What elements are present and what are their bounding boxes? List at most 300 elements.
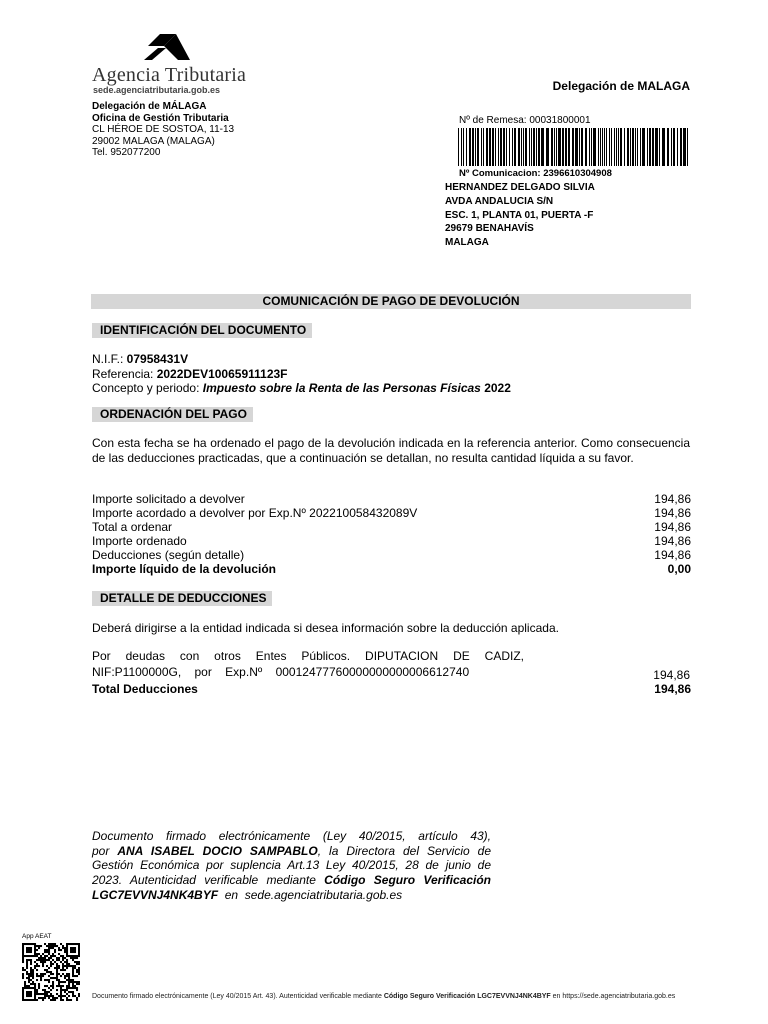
qr-module [56, 985, 58, 987]
qr-module [32, 987, 34, 989]
importe-label: Importe solicitado a devolver [92, 492, 245, 506]
qr-module [36, 953, 38, 955]
qr-module [28, 999, 30, 1001]
qr-module [32, 955, 34, 957]
barcode-bar [602, 128, 603, 166]
qr-module [44, 985, 46, 987]
qr-module [46, 949, 48, 951]
recipient-street: AVDA ANDALUCIA S/N [445, 195, 554, 207]
qr-module [78, 945, 80, 947]
qr-module [68, 977, 70, 979]
qr-module [42, 973, 44, 975]
qr-module [66, 951, 68, 953]
qr-module [34, 945, 36, 947]
qr-module [30, 961, 32, 963]
qr-module [42, 997, 44, 999]
qr-module [26, 947, 28, 949]
qr-module [74, 985, 76, 987]
qr-module [38, 957, 40, 959]
qr-module [32, 973, 34, 975]
qr-module [22, 991, 24, 993]
qr-module [40, 973, 42, 975]
qr-module [46, 951, 48, 953]
recipient-floor: ESC. 1, PLANTA 01, PUERTA -F [445, 209, 594, 221]
qr-module [66, 993, 68, 995]
qr-module [44, 943, 46, 945]
qr-module [66, 999, 68, 1001]
qr-module [24, 969, 26, 971]
qr-module [72, 993, 74, 995]
barcode-bar [611, 128, 612, 166]
qr-module [22, 973, 24, 975]
qr-module [44, 993, 46, 995]
qr-module [74, 967, 76, 969]
csv-code: LGC7EVVNJ4NK4BYF [92, 887, 219, 902]
barcode-bar [687, 128, 688, 166]
qr-module [78, 969, 80, 971]
qr-module [56, 967, 58, 969]
qr-module [36, 973, 38, 975]
qr-module [52, 955, 54, 957]
importe-value: 194,86 [654, 492, 691, 506]
barcode-bar [624, 128, 625, 166]
barcode-bar [591, 128, 592, 166]
qr-module [22, 943, 24, 945]
qr-module [48, 951, 50, 953]
qr-module [26, 965, 28, 967]
importe-row [92, 506, 691, 520]
qr-module [52, 983, 54, 985]
qr-module [60, 981, 62, 983]
qr-module [64, 991, 66, 993]
barcode-bar [662, 128, 665, 166]
qr-module [46, 945, 48, 947]
qr-module [56, 989, 58, 991]
importe-row [92, 548, 691, 562]
barcode-bar [486, 128, 488, 166]
qr-module [32, 971, 34, 973]
qr-module [40, 961, 42, 963]
barcode-bar [649, 128, 651, 166]
qr-module [70, 949, 72, 951]
qr-module [52, 999, 54, 1001]
barcode-bar [536, 128, 537, 166]
qr-module [60, 987, 62, 989]
qr-module [66, 959, 68, 961]
qr-module [28, 947, 30, 949]
qr-module [34, 995, 36, 997]
importe-value: 194,86 [654, 506, 691, 520]
barcode-bar [593, 128, 596, 166]
qr-module [34, 943, 36, 945]
barcode-bar [575, 128, 578, 166]
barcode-bar [562, 128, 564, 166]
qr-module [30, 991, 32, 993]
qr-module [62, 985, 64, 987]
qr-module [26, 973, 28, 975]
qr-module [28, 975, 30, 977]
qr-module [34, 947, 36, 949]
importe-label: Total a ordenar [92, 520, 173, 534]
barcode-bar [514, 128, 516, 166]
qr-module [72, 995, 74, 997]
barcode-bar [541, 128, 544, 166]
qr-module [44, 949, 46, 951]
qr-module [78, 949, 80, 951]
qr-module [56, 973, 58, 975]
qr-module [24, 987, 26, 989]
qr-module [42, 999, 44, 1001]
qr-module [66, 961, 68, 963]
qr-module [24, 955, 26, 957]
barcode-bar [630, 128, 631, 166]
qr-module [52, 977, 54, 979]
qr-module [24, 983, 26, 985]
qr-module [62, 945, 64, 947]
qr-module [58, 953, 60, 955]
barcode-bar [463, 128, 464, 166]
qr-module [78, 963, 80, 965]
qr-module [26, 951, 28, 953]
qr-module [28, 987, 30, 989]
qr-module [58, 949, 60, 951]
qr-module [76, 987, 78, 989]
delegation-title: Delegación de MALAGA [552, 79, 690, 93]
barcode-icon [456, 128, 692, 166]
qr-module [44, 961, 46, 963]
qr-module [50, 945, 52, 947]
qr-code-icon[interactable] [22, 943, 80, 1001]
office-line: 29002 MALAGA (MALAGA) [92, 135, 215, 147]
qr-module [46, 991, 48, 993]
qr-module [58, 959, 60, 961]
qr-module [30, 987, 32, 989]
barcode-bar [531, 128, 532, 166]
qr-module [60, 995, 62, 997]
qr-module [34, 999, 36, 1001]
barcode-bar [606, 128, 607, 166]
qr-module [70, 957, 72, 959]
qr-module [48, 997, 50, 999]
qr-module [66, 979, 68, 981]
qr-module [52, 997, 54, 999]
qr-module [72, 943, 74, 945]
qr-module [52, 981, 54, 983]
qr-module [72, 981, 74, 983]
recipient-province: MALAGA [445, 237, 489, 249]
qr-module [38, 975, 40, 977]
qr-module [28, 973, 30, 975]
concepto-line [92, 381, 511, 396]
qr-module [70, 951, 72, 953]
qr-module [76, 957, 78, 959]
qr-module [60, 949, 62, 951]
qr-module [22, 949, 24, 951]
qr-module [66, 965, 68, 967]
qr-module [50, 985, 52, 987]
qr-module [62, 963, 64, 965]
qr-module [72, 949, 74, 951]
qr-module [70, 991, 72, 993]
qr-module [42, 993, 44, 995]
qr-module [54, 951, 56, 953]
recipient-address [445, 181, 595, 250]
qr-module [22, 953, 24, 955]
qr-module [66, 997, 68, 999]
qr-module [52, 945, 54, 947]
qr-module [62, 973, 64, 975]
qr-module [78, 993, 80, 995]
section-heading-detalle: DETALLE DE DEDUCCIONES [92, 591, 272, 606]
barcode-bar [512, 128, 513, 166]
qr-module [78, 955, 80, 957]
qr-module [60, 955, 62, 957]
qr-module [36, 969, 38, 971]
barcode-bar [673, 128, 675, 166]
qr-module [30, 951, 32, 953]
qr-module [78, 961, 80, 963]
qr-module [58, 965, 60, 967]
qr-module [30, 959, 32, 961]
qr-module [44, 955, 46, 957]
qr-module [34, 965, 36, 967]
qr-module [28, 943, 30, 945]
qr-module [44, 995, 46, 997]
qr-module [46, 993, 48, 995]
signature-line: Documento firmado electrónicamente (Ley 40/2015, artículo 43), [92, 829, 491, 843]
deuda-value: 194,86 [653, 668, 690, 682]
importe-value: 194,86 [654, 534, 691, 548]
qr-module [76, 975, 78, 977]
barcode-bar [635, 128, 636, 166]
qr-module [36, 993, 38, 995]
total-deducciones-value: 194,86 [654, 682, 691, 696]
qr-module [22, 989, 24, 991]
signatory-name: ANA ISABEL DOCIO SAMPABLO [117, 843, 318, 858]
qr-module [30, 963, 32, 965]
qr-module [74, 975, 76, 977]
qr-module [36, 949, 38, 951]
qr-module [76, 997, 78, 999]
qr-module [38, 997, 40, 999]
qr-module [34, 961, 36, 963]
importe-liquido-value: 0,00 [667, 562, 691, 576]
qr-module [30, 975, 32, 977]
qr-module [52, 973, 54, 975]
qr-module [36, 955, 38, 957]
qr-module [66, 945, 68, 947]
referencia-value: 2022DEV10065911123F [156, 366, 288, 381]
footer-csv-text [92, 993, 675, 1000]
qr-module [48, 995, 50, 997]
importe-liquido-row [92, 562, 691, 576]
qr-module [66, 967, 68, 969]
qr-module [70, 987, 72, 989]
qr-module [74, 995, 76, 997]
qr-module [24, 999, 26, 1001]
qr-module [74, 981, 76, 983]
qr-module [22, 947, 24, 949]
signature-text: , la Directora del Servicio de [317, 843, 491, 858]
qr-module [68, 965, 70, 967]
qr-module [64, 951, 66, 953]
document-title: COMUNICACIÓN DE PAGO DE DEVOLUCIÓN [91, 294, 691, 309]
section-heading-identificacion: IDENTIFICACIÓN DEL DOCUMENTO [92, 323, 312, 338]
qr-module [54, 943, 56, 945]
qr-module [34, 951, 36, 953]
deuda-description [92, 648, 524, 680]
barcode-bar [655, 128, 658, 166]
barcode-bar [581, 128, 583, 166]
signature-line [92, 844, 491, 859]
qr-module [72, 983, 74, 985]
qr-module [44, 973, 46, 975]
qr-module [54, 945, 56, 947]
barcode-bar [523, 128, 524, 166]
qr-module [30, 973, 32, 975]
qr-module [60, 997, 62, 999]
barcode-bar [509, 128, 510, 166]
signature-text: por [92, 843, 118, 858]
qr-module [26, 963, 28, 965]
qr-module [46, 969, 48, 971]
barcode-bar [554, 128, 555, 166]
barcode-bar [652, 128, 654, 166]
barcode-bar [472, 128, 474, 166]
importe-row [92, 534, 691, 548]
footer-text: en https://sede.agenciatributaria.gob.es [550, 993, 676, 1000]
qr-module [74, 961, 76, 963]
barcode-bar [659, 128, 660, 166]
barcode-bar [616, 128, 617, 166]
qr-module [32, 975, 34, 977]
qr-module [48, 971, 50, 973]
barcode-bar [604, 128, 605, 166]
qr-module [48, 987, 50, 989]
qr-module [36, 989, 38, 991]
qr-module [40, 945, 42, 947]
qr-module [74, 965, 76, 967]
qr-module [58, 995, 60, 997]
qr-module [50, 965, 52, 967]
qr-module [46, 985, 48, 987]
qr-module [58, 973, 60, 975]
qr-module [28, 991, 30, 993]
qr-module [70, 999, 72, 1001]
barcode-bar [475, 128, 476, 166]
qr-module [36, 945, 38, 947]
qr-module [62, 969, 64, 971]
qr-module [26, 955, 28, 957]
qr-module [30, 999, 32, 1001]
qr-module [50, 999, 52, 1001]
barcode-bar [600, 128, 601, 166]
qr-module [66, 949, 68, 951]
qr-module [34, 985, 36, 987]
qr-module [66, 955, 68, 957]
qr-module [40, 977, 42, 979]
qr-module [58, 985, 60, 987]
qr-module [54, 997, 56, 999]
qr-module [68, 991, 70, 993]
qr-module [66, 963, 68, 965]
qr-module [36, 959, 38, 961]
qr-module [30, 969, 32, 971]
qr-module [22, 957, 24, 959]
qr-module [78, 995, 80, 997]
importe-row [92, 520, 691, 534]
qr-module [78, 953, 80, 955]
qr-module [78, 951, 80, 953]
qr-module [54, 961, 56, 963]
qr-module [60, 969, 62, 971]
qr-module [60, 991, 62, 993]
qr-module [36, 979, 38, 981]
qr-module [24, 981, 26, 983]
qr-module [30, 949, 32, 951]
qr-module [56, 957, 58, 959]
comunicacion-number: Nº Comunicacion: 2396610304908 [459, 168, 612, 179]
qr-module [28, 979, 30, 981]
qr-module [32, 999, 34, 1001]
qr-module [42, 961, 44, 963]
qr-module [72, 955, 74, 957]
signature-line [92, 888, 491, 903]
barcode-bar [667, 128, 669, 166]
qr-module [50, 973, 52, 975]
qr-module [52, 959, 54, 961]
qr-module [62, 957, 64, 959]
barcode-bar [495, 128, 496, 166]
qr-module [46, 959, 48, 961]
qr-module [36, 975, 38, 977]
barcode-bar [627, 128, 629, 166]
importe-value: 194,86 [654, 548, 691, 562]
recipient-name: HERNANDEZ DELGADO SILVIA [445, 182, 595, 193]
barcode-bar [533, 128, 535, 166]
qr-module [76, 999, 78, 1001]
qr-module [66, 989, 68, 991]
concepto-value: Impuesto sobre la Renta de las Personas Físicas [202, 381, 481, 395]
barcode-bar [503, 128, 505, 166]
qr-module [68, 963, 70, 965]
qr-module [50, 977, 52, 979]
qr-module [28, 951, 30, 953]
office-line: Tel. 952077200 [92, 147, 161, 159]
qr-module [32, 983, 34, 985]
qr-module [38, 987, 40, 989]
qr-module [64, 977, 66, 979]
qr-module [44, 991, 46, 993]
qr-module [52, 985, 54, 987]
electronic-signature [92, 829, 491, 903]
qr-module [68, 943, 70, 945]
qr-module [30, 947, 32, 949]
qr-module [68, 973, 70, 975]
qr-module [28, 949, 30, 951]
qr-module [34, 983, 36, 985]
importe-label: Deducciones (según detalle) [92, 548, 245, 562]
barcode-bar [529, 128, 530, 166]
qr-module [28, 985, 30, 987]
qr-module [22, 977, 24, 979]
barcode-bar [521, 128, 522, 166]
qr-module [62, 995, 64, 997]
footer-text: Documento firmado electrónicamente (Ley 40/2015 Art. 43). Autenticidad verificable mediante [92, 993, 384, 1000]
concepto-label: Concepto y periodo: [92, 381, 203, 395]
qr-module [48, 943, 50, 945]
barcode-bar [489, 128, 491, 166]
